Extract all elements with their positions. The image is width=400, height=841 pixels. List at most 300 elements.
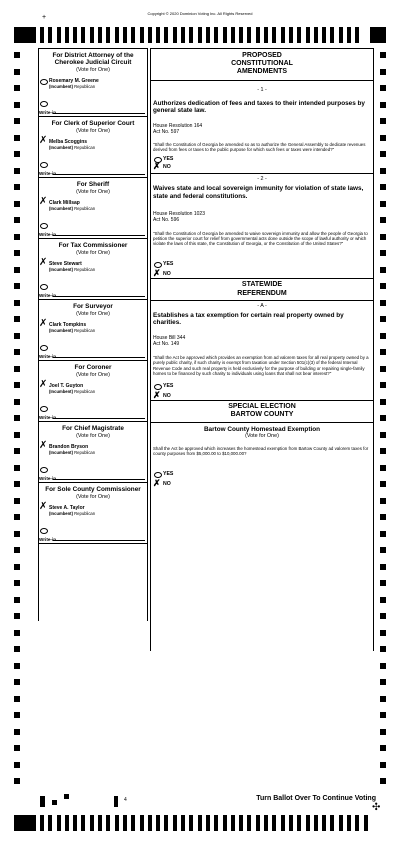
timing-square bbox=[380, 448, 386, 454]
timing-square bbox=[14, 481, 20, 487]
timing-square bbox=[14, 151, 20, 157]
x-mark-icon: ✗ bbox=[39, 501, 48, 513]
race-title: Cherokee Judicial Circuit bbox=[54, 59, 132, 67]
timing-tick bbox=[322, 815, 326, 831]
candidate-party: (Incumbent) Republican bbox=[49, 206, 96, 212]
timing-tick bbox=[355, 27, 359, 43]
candidate-party: (Incumbent) Republican bbox=[49, 84, 96, 90]
timing-tick bbox=[148, 27, 152, 43]
timing-tick bbox=[131, 815, 135, 831]
timing-square bbox=[14, 597, 20, 603]
race-title: For District Attorney of the bbox=[52, 52, 134, 59]
yes-option[interactable]: YES bbox=[151, 382, 373, 390]
timing-marks-right bbox=[380, 52, 386, 795]
write-in-option[interactable] bbox=[39, 100, 147, 116]
timing-square bbox=[14, 465, 20, 471]
timing-square bbox=[380, 547, 386, 553]
timing-tick bbox=[90, 27, 94, 43]
timing-square bbox=[380, 151, 386, 157]
timing-tick bbox=[106, 27, 110, 43]
x-mark-icon: ✗ bbox=[39, 135, 48, 147]
timing-square bbox=[380, 646, 386, 652]
timing-square bbox=[380, 679, 386, 685]
vote-oval[interactable] bbox=[40, 528, 48, 534]
timing-tick bbox=[364, 815, 368, 831]
timing-tick bbox=[297, 27, 301, 43]
write-in-label: Write-in bbox=[39, 293, 57, 299]
timing-square bbox=[14, 349, 20, 355]
timing-square bbox=[14, 316, 20, 322]
timing-tick bbox=[339, 27, 343, 43]
candidate-name: Rosemary M. Greene bbox=[49, 78, 99, 85]
timing-tick bbox=[140, 27, 144, 43]
write-in-label: Write-in bbox=[39, 232, 57, 238]
candidate-option[interactable] bbox=[39, 379, 147, 405]
candidate-name: Steve A. Taylor bbox=[49, 505, 85, 512]
candidate-name: Joel T. Guyton bbox=[49, 383, 84, 390]
write-in-line[interactable] bbox=[53, 540, 145, 541]
timing-square bbox=[14, 102, 20, 108]
race-title: For Clerk of Superior Court bbox=[51, 120, 135, 128]
timing-tick bbox=[65, 27, 69, 43]
candidate-name: Melba Scoggins bbox=[49, 139, 88, 146]
timing-square bbox=[380, 102, 386, 108]
right-contest-column bbox=[150, 48, 374, 651]
timing-tick bbox=[198, 27, 202, 43]
timing-square bbox=[14, 696, 20, 702]
race-title: For Sole County Commissioner bbox=[45, 486, 141, 494]
race bbox=[39, 483, 147, 544]
vote-oval[interactable] bbox=[40, 79, 48, 85]
vote-for: (Vote for One) bbox=[245, 433, 279, 440]
timing-tick bbox=[65, 815, 69, 831]
timing-square bbox=[380, 316, 386, 322]
timing-tick bbox=[347, 27, 351, 43]
timing-square bbox=[14, 399, 20, 405]
left-contest-column bbox=[38, 48, 148, 621]
timing-tick bbox=[223, 27, 227, 43]
timing-square bbox=[14, 448, 20, 454]
timing-tick bbox=[214, 815, 218, 831]
timing-square bbox=[380, 267, 386, 273]
question-number: - 2 - bbox=[257, 176, 267, 183]
race-title: For Chief Magistrate bbox=[62, 425, 124, 433]
candidate-option[interactable] bbox=[39, 318, 147, 344]
vote-oval[interactable] bbox=[40, 406, 48, 412]
candidate-option[interactable] bbox=[39, 501, 147, 527]
timing-tick bbox=[289, 27, 293, 43]
candidate-party: (Incumbent) Republican bbox=[49, 511, 96, 517]
timing-square bbox=[14, 267, 20, 273]
candidate-option[interactable] bbox=[39, 257, 147, 283]
timing-square bbox=[380, 184, 386, 190]
timing-square bbox=[380, 283, 386, 289]
timing-tick bbox=[90, 815, 94, 831]
timing-tick bbox=[123, 27, 127, 43]
timing-square bbox=[380, 52, 386, 58]
timing-tick bbox=[289, 815, 293, 831]
write-in-option[interactable] bbox=[39, 344, 147, 360]
timing-tick bbox=[48, 815, 52, 831]
timing-tick bbox=[247, 815, 251, 831]
timing-square bbox=[14, 778, 20, 784]
timing-tick bbox=[306, 815, 310, 831]
timing-tick bbox=[231, 27, 235, 43]
timing-tick bbox=[164, 815, 168, 831]
timing-square bbox=[14, 679, 20, 685]
timing-square bbox=[380, 762, 386, 768]
question-text: Shall the Act be approved which increases the homestead exemption from Bartow County ad valorem taxes for county purposes from $5,000.00 to $10,000.00? bbox=[153, 445, 369, 457]
timing-square bbox=[14, 52, 20, 58]
race bbox=[39, 178, 147, 239]
x-mark-icon: ✗ bbox=[153, 268, 161, 279]
timing-tick bbox=[73, 27, 77, 43]
timing-square bbox=[14, 85, 20, 91]
timing-square bbox=[14, 498, 20, 504]
timing-square bbox=[14, 580, 20, 586]
timing-square bbox=[380, 168, 386, 174]
timing-square bbox=[14, 729, 20, 735]
timing-square bbox=[380, 69, 386, 75]
timing-tick bbox=[189, 815, 193, 831]
write-in-line[interactable] bbox=[53, 418, 145, 419]
timing-square bbox=[14, 630, 20, 636]
timing-tick bbox=[247, 27, 251, 43]
x-mark-icon: ✗ bbox=[39, 440, 48, 452]
question-number: - A - bbox=[257, 302, 267, 309]
candidate-option[interactable] bbox=[39, 135, 147, 161]
timing-tick bbox=[206, 815, 210, 831]
candidate-name: Brandon Bryson bbox=[49, 444, 89, 451]
timing-square bbox=[380, 465, 386, 471]
x-mark-icon: ✗ bbox=[153, 161, 161, 172]
timing-square bbox=[380, 333, 386, 339]
vote-oval[interactable] bbox=[40, 467, 48, 473]
vote-for: (Vote for One) bbox=[76, 249, 110, 256]
timing-square bbox=[14, 613, 20, 619]
timing-square bbox=[380, 564, 386, 570]
timing-square bbox=[14, 250, 20, 256]
timing-square bbox=[14, 234, 20, 240]
timing-square bbox=[380, 118, 386, 124]
no-option[interactable]: ✗ NO bbox=[153, 161, 171, 172]
x-mark-icon: ✗ bbox=[153, 390, 161, 401]
timing-tick bbox=[256, 815, 260, 831]
write-in-label: Write-in bbox=[39, 415, 57, 421]
race bbox=[39, 239, 147, 300]
timing-tick bbox=[164, 27, 168, 43]
timing-tick bbox=[81, 27, 85, 43]
timing-tick bbox=[148, 815, 152, 831]
timing-tick bbox=[156, 27, 160, 43]
write-in-line[interactable] bbox=[53, 296, 145, 297]
timing-tick bbox=[256, 27, 260, 43]
timing-tick bbox=[281, 815, 285, 831]
x-mark-icon: ✗ bbox=[39, 257, 48, 269]
yes-option[interactable]: YES bbox=[151, 470, 373, 478]
special-election-header: SPECIAL ELECTION BARTOW COUNTY bbox=[228, 403, 296, 419]
timing-square bbox=[14, 745, 20, 751]
timing-tick bbox=[181, 815, 185, 831]
race-title: For Coroner bbox=[74, 364, 112, 372]
timing-square bbox=[380, 399, 386, 405]
candidate-option[interactable] bbox=[39, 78, 147, 100]
timing-square bbox=[14, 217, 20, 223]
vote-for: (Vote for One) bbox=[76, 493, 110, 500]
write-in-label: Write-in bbox=[39, 110, 57, 116]
timing-square bbox=[14, 547, 20, 553]
timing-marks-left bbox=[14, 52, 20, 795]
vote-oval[interactable] bbox=[40, 223, 48, 229]
write-in-line[interactable] bbox=[53, 357, 145, 358]
timing-square bbox=[380, 514, 386, 520]
timing-square bbox=[14, 201, 20, 207]
question-ref-2: Act No. 596 bbox=[153, 216, 180, 223]
timing-tick bbox=[57, 27, 61, 43]
write-in-option[interactable] bbox=[39, 222, 147, 238]
timing-tick bbox=[272, 27, 276, 43]
race-title: For Sheriff bbox=[76, 181, 110, 189]
timing-tick bbox=[198, 815, 202, 831]
candidate-name: Clark Tompkins bbox=[49, 322, 87, 329]
timing-tick bbox=[206, 27, 210, 43]
candidate-party: (Incumbent) Republican bbox=[49, 450, 96, 456]
timing-square bbox=[380, 712, 386, 718]
question-1 bbox=[151, 87, 373, 175]
timing-square bbox=[14, 283, 20, 289]
timing-square bbox=[14, 762, 20, 768]
x-mark-icon: ✗ bbox=[39, 196, 48, 208]
timing-square bbox=[14, 300, 20, 306]
timing-square bbox=[380, 432, 386, 438]
timing-square bbox=[380, 85, 386, 91]
timing-square bbox=[380, 778, 386, 784]
vote-oval[interactable] bbox=[40, 284, 48, 290]
race bbox=[39, 117, 147, 178]
timing-square bbox=[14, 168, 20, 174]
question-title: Bartow County Homestead Exemption bbox=[203, 425, 321, 433]
timing-square bbox=[14, 531, 20, 537]
question-text: "Shall the Act be approved which provides an exemption from ad valorem taxes for all real property owned by a purely public charity, if such charity is exempt from taxation under Section 501(c)(3) of the federal Internal Revenue Code and such real property is held exclusively for the purpose of building or repairing single-family homes to be financed by such charity to individuals using loans that shall not bear interest?" bbox=[153, 355, 369, 376]
no-option[interactable]: ✗ NO bbox=[153, 478, 171, 489]
question-title: Establishes a tax exemption for certain real property owned by charities. bbox=[153, 311, 344, 327]
timing-square bbox=[380, 613, 386, 619]
timing-square bbox=[14, 366, 20, 372]
timing-tick bbox=[347, 815, 351, 831]
question-number: - 1 - bbox=[257, 86, 267, 93]
timing-tick bbox=[123, 815, 127, 831]
candidate-party: (Incumbent) Republican bbox=[49, 145, 96, 151]
timing-block-left-bottom bbox=[14, 815, 36, 831]
race-title: For Surveyor bbox=[73, 303, 113, 311]
timing-tick bbox=[115, 815, 119, 831]
candidate-option[interactable] bbox=[39, 196, 147, 222]
timing-square bbox=[380, 201, 386, 207]
timing-tick bbox=[98, 815, 102, 831]
timing-tick bbox=[330, 27, 334, 43]
timing-square bbox=[14, 646, 20, 652]
write-in-line[interactable] bbox=[53, 235, 145, 236]
yes-option[interactable]: YES bbox=[151, 155, 373, 163]
timing-tick bbox=[156, 815, 160, 831]
timing-tick bbox=[115, 27, 119, 43]
timing-tick bbox=[131, 27, 135, 43]
timing-square bbox=[380, 580, 386, 586]
timing-square bbox=[380, 250, 386, 256]
timing-tick bbox=[73, 815, 77, 831]
referendum-header: STATEWIDE REFERENDUM bbox=[237, 281, 287, 297]
timing-tick bbox=[314, 27, 318, 43]
copyright-notice: Copyright © 2020 Dominion Voting Inc. All Rights Reserved bbox=[147, 11, 253, 16]
timing-tick bbox=[239, 815, 243, 831]
write-in-label: Write-in bbox=[39, 354, 57, 360]
timing-tick bbox=[297, 815, 301, 831]
timing-marks-bottom bbox=[40, 815, 372, 831]
candidate-option[interactable] bbox=[39, 440, 147, 466]
timing-square bbox=[380, 217, 386, 223]
timing-tick bbox=[81, 815, 85, 831]
vote-oval[interactable] bbox=[40, 101, 48, 107]
no-option[interactable]: ✗ NO bbox=[153, 268, 171, 279]
x-mark-icon: ✗ bbox=[39, 379, 48, 391]
timing-tick bbox=[231, 815, 235, 831]
race bbox=[39, 361, 147, 422]
question-ref-1: House Bill 344 bbox=[153, 335, 186, 342]
timing-tick bbox=[40, 27, 44, 43]
candidate-name: Steve Stewart bbox=[49, 261, 82, 268]
question-a bbox=[151, 303, 373, 401]
timing-tick bbox=[264, 27, 268, 43]
timing-square bbox=[380, 663, 386, 669]
vote-for: (Vote for One) bbox=[76, 371, 110, 378]
question-ref-1: House Resolution 164 bbox=[153, 122, 203, 129]
race bbox=[39, 49, 147, 117]
timing-tick bbox=[264, 815, 268, 831]
timing-square bbox=[380, 729, 386, 735]
write-in-option[interactable] bbox=[39, 405, 147, 421]
write-in-line[interactable] bbox=[53, 174, 145, 175]
continue-instruction: Turn Ballot Over To Continue Voting bbox=[256, 795, 376, 802]
timing-square bbox=[14, 184, 20, 190]
write-in-label: Write-in bbox=[39, 171, 57, 177]
timing-marks-top bbox=[40, 27, 364, 43]
question-2 bbox=[151, 176, 373, 279]
timing-tick bbox=[314, 815, 318, 831]
vote-oval[interactable] bbox=[40, 162, 48, 168]
timing-square bbox=[380, 745, 386, 751]
timing-block-left-top bbox=[14, 27, 36, 43]
timing-square bbox=[380, 349, 386, 355]
race-title: For Tax Commissioner bbox=[58, 242, 128, 250]
timing-square bbox=[14, 415, 20, 421]
write-in-option[interactable] bbox=[39, 527, 147, 543]
bottom-mark-4 bbox=[114, 796, 118, 807]
page-number: 4 bbox=[124, 797, 127, 803]
timing-tick bbox=[223, 815, 227, 831]
timing-block-right-top bbox=[370, 27, 386, 43]
vote-oval[interactable] bbox=[40, 345, 48, 351]
timing-square bbox=[14, 135, 20, 141]
timing-tick bbox=[339, 815, 343, 831]
registration-crosshair-icon: ✣ bbox=[372, 802, 381, 813]
timing-tick bbox=[40, 815, 44, 831]
timing-tick bbox=[322, 27, 326, 43]
timing-square bbox=[380, 630, 386, 636]
candidate-party: (Incumbent) Republican bbox=[49, 389, 96, 395]
write-in-line[interactable] bbox=[53, 113, 145, 114]
timing-square bbox=[380, 415, 386, 421]
timing-tick bbox=[173, 27, 177, 43]
timing-square bbox=[380, 382, 386, 388]
x-mark-icon: ✗ bbox=[153, 478, 161, 489]
timing-tick bbox=[106, 815, 110, 831]
vote-for: (Vote for One) bbox=[76, 188, 110, 195]
candidate-party: (Incumbent) Republican bbox=[49, 328, 96, 334]
bottom-mark-2 bbox=[52, 800, 57, 805]
timing-square bbox=[14, 118, 20, 124]
x-mark-icon: ✗ bbox=[39, 318, 48, 330]
timing-square bbox=[14, 333, 20, 339]
timing-tick bbox=[306, 27, 310, 43]
write-in-label: Write-in bbox=[39, 537, 57, 543]
timing-square bbox=[380, 696, 386, 702]
write-in-line[interactable] bbox=[53, 479, 145, 480]
timing-square bbox=[14, 712, 20, 718]
timing-square bbox=[380, 481, 386, 487]
timing-square bbox=[380, 531, 386, 537]
timing-tick bbox=[189, 27, 193, 43]
homestead-question bbox=[151, 426, 373, 489]
timing-square bbox=[14, 514, 20, 520]
timing-tick bbox=[57, 815, 61, 831]
timing-square bbox=[380, 300, 386, 306]
vote-for: (Vote for One) bbox=[76, 127, 110, 134]
write-in-label: Write-in bbox=[39, 476, 57, 482]
yes-option[interactable]: YES bbox=[151, 260, 373, 268]
timing-square bbox=[380, 366, 386, 372]
timing-tick bbox=[355, 815, 359, 831]
question-title: Waives state and local sovereign immunity for violation of state laws, state and federal constitutions. bbox=[153, 185, 364, 200]
timing-square bbox=[14, 564, 20, 570]
question-ref-2: Act No. 597 bbox=[153, 128, 180, 135]
timing-tick bbox=[181, 27, 185, 43]
race bbox=[39, 300, 147, 361]
timing-tick bbox=[214, 27, 218, 43]
candidate-name: Clark Millsap bbox=[49, 200, 80, 207]
vote-for: (Vote for One) bbox=[76, 310, 110, 317]
timing-square bbox=[380, 597, 386, 603]
timing-square bbox=[380, 234, 386, 240]
timing-square bbox=[380, 135, 386, 141]
timing-tick bbox=[48, 27, 52, 43]
write-in-option[interactable] bbox=[39, 283, 147, 299]
timing-square bbox=[14, 663, 20, 669]
timing-tick bbox=[98, 27, 102, 43]
timing-square bbox=[14, 69, 20, 75]
no-option[interactable]: ✗ NO bbox=[153, 390, 171, 401]
question-title: Authorizes dedication of fees and taxes to their intended purposes by general state law. bbox=[153, 99, 365, 115]
question-text: "Shall the Constitution of Georgia be amended so as to authorize the General Assembly to dedicate revenues derived from fees or taxes to the public purpose for which such fees or taxes were intended?" bbox=[153, 141, 366, 153]
timing-square bbox=[380, 498, 386, 504]
question-ref-1: House Resolution 1023 bbox=[153, 210, 205, 217]
timing-tick bbox=[173, 815, 177, 831]
timing-tick bbox=[281, 27, 285, 43]
vote-for: (Vote for One) bbox=[76, 432, 110, 439]
vote-for: (Vote for One) bbox=[76, 66, 110, 73]
registration-plus-icon: + bbox=[42, 14, 47, 21]
write-in-option[interactable] bbox=[39, 466, 147, 482]
write-in-option[interactable] bbox=[39, 161, 147, 177]
